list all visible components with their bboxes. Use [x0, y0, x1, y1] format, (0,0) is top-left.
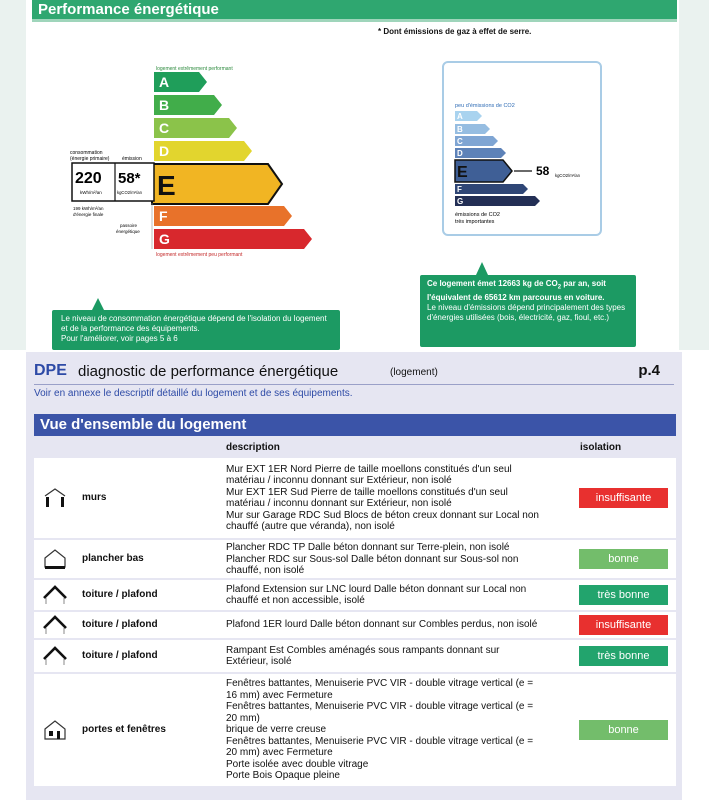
isolation-badge: insuffisante [579, 615, 668, 635]
row-label: toiture / plafond [82, 589, 158, 600]
row-description [226, 542, 571, 577]
description-line: 16 mm) avec Fermeture [226, 689, 333, 701]
dpe-title-row [34, 362, 668, 386]
row-description [226, 678, 571, 782]
description-line: 20 mm) avec Fermeture [226, 747, 333, 759]
isolation-badge: bonne [579, 720, 668, 740]
class-letter-b: B [159, 97, 170, 113]
description-line: chauffé et non accessible, isolé [226, 595, 365, 606]
description-line: chauffé (autre que véranda), non isolé [226, 521, 395, 532]
co2-class-bar-f [455, 184, 528, 194]
table-row [34, 674, 676, 786]
class-letter-a: A [159, 74, 170, 90]
description-line: matériau / inconnu donnant sur Extérieur, non isolé [226, 475, 452, 486]
roof-icon [42, 643, 68, 669]
side-band-left [0, 0, 26, 350]
co2-class-letter-f: F [457, 185, 462, 194]
emission-tip-strong [427, 279, 629, 303]
description-line: Plancher RDC sur Sous-sol Dalle béton donnant sur Sous-sol non [226, 553, 519, 565]
emission-unit: kgCO2/m²/an [117, 190, 142, 195]
co2-label-box [442, 61, 602, 236]
description-line: Fenêtres battantes, Menuiserie PVC VIR - double vitrage vertical (e = [226, 735, 534, 747]
table-row [34, 540, 676, 578]
co2-class-letter-a: A [457, 112, 463, 121]
description-line: brique de verre creuse [226, 724, 327, 736]
consumption-tip [52, 310, 340, 350]
row-description [226, 464, 571, 533]
final-energy-label: d'énergie finale [73, 212, 104, 217]
performance-header: Performance énergétique [32, 0, 677, 19]
isolation-badge: bonne [579, 549, 668, 569]
co2-bottom-caption-sub: très importantes [455, 219, 495, 225]
class-letter-d: D [159, 143, 170, 159]
annex-note: Voir en annexe le descriptif détaillé du logement et de ses équipements. [34, 388, 353, 399]
class-letter-g: G [159, 231, 170, 247]
window-door-icon [42, 717, 68, 743]
emission-tip-subscript: 2 [557, 284, 562, 291]
co2-top-caption: peu d'émissions de CO2 [455, 103, 515, 109]
class-letter-f: F [159, 208, 168, 224]
ges-footnote: * Dont émissions de gaz à effet de serre. [378, 27, 532, 36]
co2-unit: kgCO2/m²/an [555, 173, 580, 178]
energy-label-chart [60, 62, 330, 262]
isolation-badge: très bonne [579, 585, 668, 605]
column-description: description [226, 442, 280, 453]
description-line: Mur sur Garage RDC Sud Blocs de béton creux donnant sur Local non [226, 509, 539, 521]
row-label: toiture / plafond [82, 619, 158, 630]
consumption-label-sub: (énergie primaire) [70, 156, 110, 162]
divider [34, 384, 674, 385]
overview-table [34, 438, 676, 788]
isolation-badge: très bonne [579, 646, 668, 666]
description-line: chauffé, non isolé [226, 565, 305, 576]
emission-tip-strong-2: par an, soit l'équivalent de 65612 km parcourus en voiture. [427, 279, 606, 302]
class-bar-f [154, 206, 292, 226]
overview-header: Vue d'ensemble du logement [34, 414, 676, 436]
page-number: p.4 [638, 362, 660, 379]
description-line: Plafond 1ER lourd Dalle béton donnant sur Combles perdus, non isolé [226, 619, 538, 631]
dpe-subtitle: (logement) [390, 367, 438, 378]
co2-value: 58 [536, 164, 550, 178]
description-line: Mur EXT 1ER Sud Pierre de taille moellons constitués d'un seul [226, 486, 508, 498]
table-row [34, 580, 676, 610]
dpe-title: diagnostic de performance énergétique [78, 363, 339, 380]
description-line: Extérieur, isolé [226, 656, 292, 667]
passoire-label-sub: énergétique [116, 229, 140, 234]
emission-value: 58* [118, 170, 141, 187]
table-row [34, 612, 676, 638]
top-caption: logement extrêmement performant [156, 66, 233, 72]
dpe-overview-section [26, 352, 682, 800]
table-row [34, 640, 676, 672]
row-label: toiture / plafond [82, 650, 158, 661]
co2-class-letter-e: E [457, 164, 468, 181]
row-label: murs [82, 492, 107, 503]
consumption-tip-text: Le niveau de consommation énergétique dépend de l'isolation du logement et de la performance des équipements. [61, 314, 327, 333]
description-line: Mur EXT 1ER Nord Pierre de taille moellons constitués d'un seul [226, 463, 512, 475]
tip-left-arrow [92, 298, 104, 310]
emission-tip-text: Le niveau d'émissions dépend principalement des types d'énergies utilisées (bois, électricité, gaz, fioul, etc.) [427, 302, 626, 322]
consumption-value: 220 [75, 170, 102, 187]
table-row [34, 458, 676, 538]
emission-label: émission [122, 156, 142, 162]
roof-icon [42, 612, 68, 638]
description-line: matériau / inconnu donnant sur Extérieur, non isolé [226, 498, 452, 509]
bottom-caption: logement extrêmement peu performant [156, 252, 243, 258]
row-description [226, 584, 571, 607]
class-letter-e: E [157, 170, 176, 201]
co2-class-letter-c: C [457, 137, 463, 146]
final-energy: 199 kWh/m²/an [73, 206, 104, 211]
description-line: Fenêtres battantes, Menuiserie PVC VIR - double vitrage vertical (e = [226, 678, 534, 690]
consumption-tip-link: Pour l'améliorer, voir pages 5 à 6 [61, 334, 178, 343]
passoire-label: passoire [120, 223, 138, 228]
description-line: Plafond Extension sur LNC lourd Dalle béton donnant sur Local non [226, 583, 527, 595]
dpe-abbr: DPE [34, 362, 67, 379]
consumption-label: consommation [70, 150, 103, 156]
co2-class-bar-g [455, 196, 540, 206]
tip-right-arrow [476, 262, 488, 275]
co2-class-letter-g: G [457, 197, 464, 206]
description-line: Porte Bois Opaque pleine [226, 770, 340, 782]
co2-class-letter-b: B [457, 125, 463, 134]
table-header [34, 438, 676, 458]
description-line: Rampant Est Combles aménagés sous rampants donnant sur [226, 644, 500, 656]
wall-icon [42, 485, 68, 511]
co2-label-chart [444, 63, 604, 238]
isolation-badge: insuffisante [579, 488, 668, 508]
floor-icon [42, 546, 68, 572]
class-letter-c: C [159, 120, 170, 136]
energy-performance-section [0, 0, 709, 350]
description-line: 20 mm) [226, 712, 260, 724]
table-body [34, 458, 676, 786]
description-line: Porte isolée avec double vitrage [226, 758, 369, 770]
side-band-right [679, 0, 709, 350]
row-label: portes et fenêtres [82, 724, 166, 735]
emission-tip-strong-1: Ce logement émet 12663 kg de CO [427, 279, 558, 288]
description-line: Fenêtres battantes, Menuiserie PVC VIR - double vitrage vertical (e = [226, 701, 534, 713]
roof-icon [42, 582, 68, 608]
row-description [226, 619, 571, 631]
row-label: plancher bas [82, 553, 144, 564]
class-bar-g [154, 229, 312, 249]
column-isolation: isolation [580, 442, 622, 453]
co2-class-letter-d: D [457, 149, 463, 158]
header-stripe [32, 19, 677, 22]
consumption-unit: kWh/m²/an [80, 190, 102, 195]
description-line: Plancher RDC TP Dalle béton donnant sur Terre-plein, non isolé [226, 542, 510, 553]
emission-tip [420, 275, 636, 347]
row-description [226, 645, 571, 668]
co2-bottom-caption: émissions de CO2 [455, 212, 500, 218]
